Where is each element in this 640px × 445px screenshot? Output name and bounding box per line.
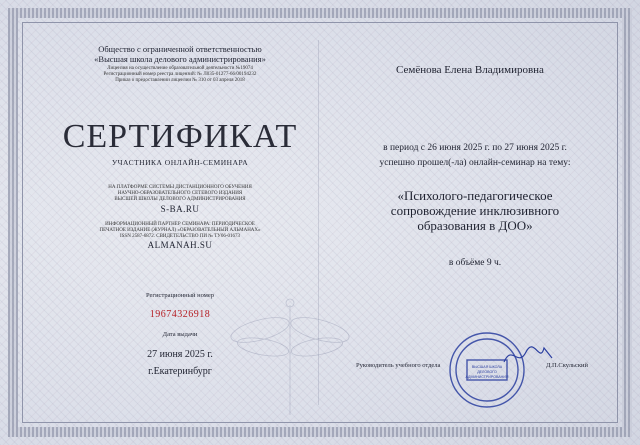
partner-line: ISSN 2587-6872. СВИДЕТЕЛЬСТВО ПИ № ТУ66-01673: [119, 234, 240, 239]
platform-line: ВЫСШЕЙ ШКОЛЫ ДЕЛОВОГО АДМИНИСТРИРОВАНИЯ: [114, 197, 246, 202]
partner-block: [30, 222, 330, 240]
license-line: Приказ о предоставлении лицензии № 310 от 03 апреля 2018: [115, 78, 245, 83]
course-title-line: «Психолого-педагогическое: [397, 188, 553, 203]
partner-line: ПЕЧАТНОЕ ИЗДАНИЕ (ЖУРНАЛ) «ОБРАЗОВАТЕЛЬНЫЙ АЛЬМАНАХ»: [99, 228, 261, 233]
license-line: Лицензия на осуществление образовательной деятельности №19074: [107, 66, 253, 71]
svg-text:ДЕЛОВОГО: ДЕЛОВОГО: [477, 370, 497, 374]
signatory-role: Руководитель учебного отдела: [356, 362, 441, 369]
platform-site: S-BA.RU: [160, 204, 200, 214]
issuer-block: [30, 44, 330, 64]
course-title-line: образования в ДОО»: [417, 218, 533, 233]
svg-text:АДМИНИСТРИРОВАНИЯ: АДМИНИСТРИРОВАНИЯ: [465, 375, 509, 379]
registration-number: 19674326918: [149, 309, 211, 320]
issuer-org-line2: «Высшая школа делового администрирования»: [94, 54, 266, 64]
signatory-name: Д.П.Скульский: [546, 362, 588, 369]
course-volume: в объёме 9 ч.: [448, 258, 502, 268]
completion-text: успешно прошел(-ла) онлайн-семинар на тему:: [379, 158, 571, 168]
recipient-name: Семёнова Елена Владимировна: [396, 64, 544, 76]
certificate-subtitle: УЧАСТНИКА ОНЛАЙН-СЕМИНАРА: [111, 158, 249, 167]
partner-line: ИНФОРМАЦИОННЫЙ ПАРТНЕР СЕМИНАРА: ПЕРИОДИЧЕСКОЕ: [105, 222, 255, 227]
dragonfly-watermark: [215, 285, 365, 425]
platform-block: [30, 185, 330, 203]
issue-city: г.Екатеринбург: [148, 366, 212, 377]
issuer-org-line1: Общество с ограниченной ответственностью: [98, 44, 262, 54]
issue-date: 27 июня 2025 г.: [147, 349, 213, 360]
license-line: Регистрационный номер реестра лицензий: № Л035-01277-66/00194232: [103, 72, 257, 77]
platform-line: НА ПЛАТФОРМЕ СИСТЕМЫ ДИСТАНЦИОННОГО ОБУЧЕНИЯ: [108, 185, 252, 190]
registration-label: Регистрационный номер: [146, 292, 214, 299]
course-period: в период с 26 июня 2025 г. по 27 июня 2025 г.: [383, 143, 567, 153]
course-title: [335, 188, 615, 233]
course-title-line: сопровождение инклюзивного: [390, 203, 560, 218]
certificate-title: СЕРТИФИКАТ: [62, 118, 298, 155]
partner-site: ALMANAH.SU: [147, 240, 213, 250]
license-block: [30, 66, 330, 84]
platform-line: НАУЧНО-ОБРАЗОВАТЕЛЬНОГО СЕТЕВОГО ИЗДАНИЯ: [117, 191, 243, 196]
issue-date-label: Дата выдачи: [162, 331, 198, 338]
stamp-inner-text: ВЫСШАЯ ШКОЛА: [471, 365, 503, 369]
signature: [500, 340, 560, 370]
